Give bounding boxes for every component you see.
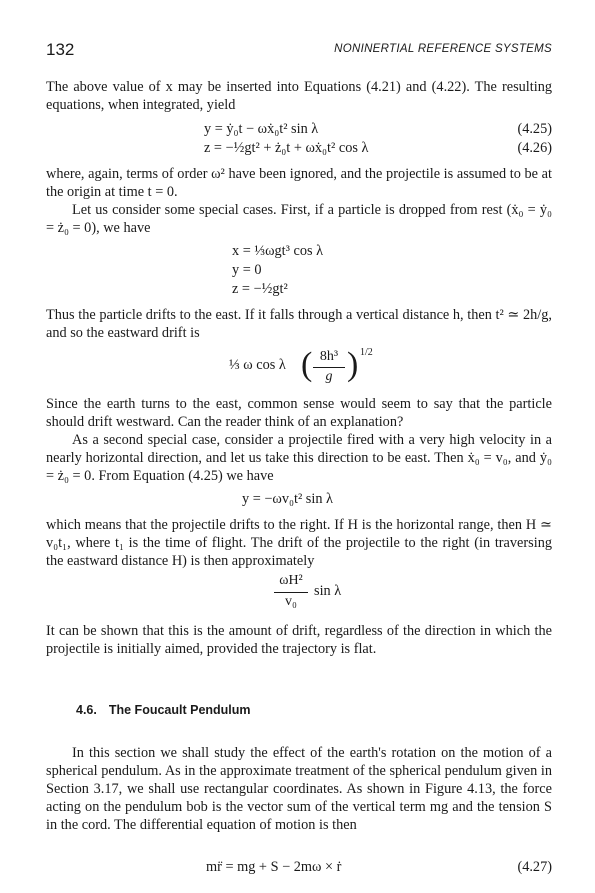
paragraph-4: Thus the particle drifts to the east. If it falls through a vertical distance h, then t² ≃ 2h/g, and so the eastward drift is <box>46 307 552 341</box>
paragraph-7: which means that the projectile drifts to the right. If H is the horizontal range, then H ≃ v₀t₁, where t₁ is the time of flight. The drift of the projectile to the right (in traversing the eastward distance H) is then approximately <box>46 517 552 569</box>
paragraph-3: Let us consider some special cases. First, if a particle is dropped from rest (ẋ₀ = ẏ₀ = ż₀ = 0), we have <box>46 202 552 236</box>
drop-x-equation <box>46 243 552 261</box>
projectile-y-equation <box>46 491 552 509</box>
equation-text: mr̈ = mg + S − 2mω × ṙ <box>206 859 342 875</box>
section-title: The Foucault Pendulum <box>108 703 251 717</box>
drift-numerator: ωH² <box>279 573 303 588</box>
section-number: 4.6. <box>76 703 97 717</box>
paragraph-9: In this section we shall study the effect of the earth's rotation on the motion of a spherical pendulum. As in the approximate treatment of the spherical pendulum given in Section 3.17, we shall use rectangular coordinates. As shown in Figure 4.13, the force acting on the pendulum bob is the vector sum of the vertical term mg and the tension S in the cord. The differential equation of motion is then <box>46 745 552 833</box>
drift-exponent: 1/2 <box>360 347 373 358</box>
equation-4-25 <box>46 121 552 139</box>
equation-4-27 <box>46 859 552 877</box>
equation-text: z = −½gt² + ż₀t + ωẋ₀t² cos λ <box>204 140 369 156</box>
drop-z-equation <box>46 281 552 299</box>
running-title: NONINERTIAL REFERENCE SYSTEMS <box>334 43 552 55</box>
fraction-bar <box>313 367 345 368</box>
drift-denominator: g <box>325 369 333 384</box>
left-paren: ( <box>301 346 313 383</box>
drop-y-equation <box>46 262 552 280</box>
eastward-drift-expression <box>229 345 379 391</box>
rightward-drift-expression <box>274 573 394 615</box>
equation-text: y = ẏ₀t − ωẋ₀t² sin λ <box>204 121 319 137</box>
equation-number: (4.25) <box>517 121 552 137</box>
equation-4-26 <box>46 140 552 158</box>
paragraph-8: It can be shown that this is the amount of drift, regardless of the direction in which the projectile is initially aimed, provided the trajectory is flat. <box>46 623 552 657</box>
sin-term: sin λ <box>314 583 342 599</box>
drift-coefficient: ⅓ ω cos λ <box>229 357 286 373</box>
page-number: 132 <box>46 40 75 59</box>
equation-number: (4.26) <box>517 140 552 156</box>
paragraph-2: where, again, terms of order ω² have been ignored, and the projectile is assumed to be at the origin at time t = 0. <box>46 166 552 200</box>
equation-text: y = 0 <box>232 262 262 278</box>
equation-text: x = ⅓ωgt³ cos λ <box>232 243 324 259</box>
equation-number: (4.27) <box>517 859 552 875</box>
fraction-bar <box>274 592 308 593</box>
paragraph-5: Since the earth turns to the east, common sense would seem to say that the particle should drift westward. Can the reader think of an explanation? <box>46 396 552 430</box>
equation-text: z = −½gt² <box>232 281 288 297</box>
paragraph-1: The above value of x may be inserted into Equations (4.21) and (4.22). The resulting equations, when integrated, yield <box>46 79 552 113</box>
section-heading <box>76 703 251 717</box>
right-paren: ) <box>347 346 359 383</box>
drift-denominator: v₀ <box>285 594 297 609</box>
page-header <box>46 40 552 62</box>
paragraph-6: As a second special case, consider a projectile fired with a very high velocity in a nearly horizontal direction, and let us take this direction to be east. Then ẋ₀ = v₀, and ẏ₀ = ż₀ = 0. From Equation (4.25) we have <box>46 432 552 484</box>
book-page <box>46 0 552 893</box>
equation-text: y = −ωv₀t² sin λ <box>242 491 333 507</box>
drift-numerator: 8h³ <box>319 349 339 364</box>
